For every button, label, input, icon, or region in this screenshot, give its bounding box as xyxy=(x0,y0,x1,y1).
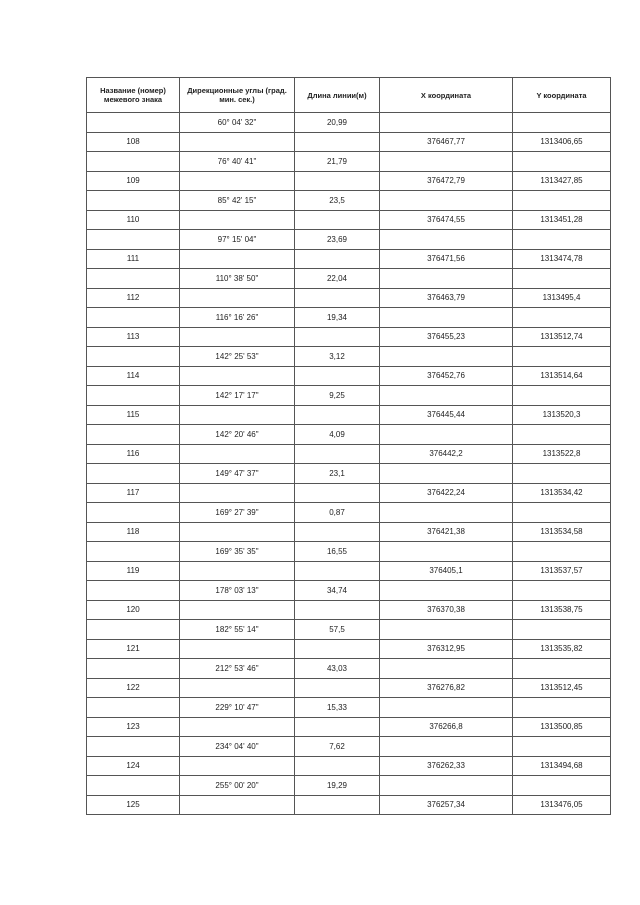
line-length-cell xyxy=(295,171,380,191)
x-coordinate-cell: 376421,38 xyxy=(380,522,513,542)
x-coordinate-cell: 376442,2 xyxy=(380,444,513,464)
y-coordinate-cell xyxy=(513,503,611,523)
table-row xyxy=(87,308,611,328)
x-coordinate-cell xyxy=(380,113,513,133)
direction-angle-cell: 178° 03' 13" xyxy=(180,581,295,601)
x-coordinate-cell xyxy=(380,698,513,718)
x-coordinate-cell: 376370,38 xyxy=(380,600,513,620)
table-header-row xyxy=(87,78,611,113)
marker-name-cell xyxy=(87,659,180,679)
x-coordinate-cell xyxy=(380,191,513,211)
line-length-cell xyxy=(295,444,380,464)
line-length-cell: 16,55 xyxy=(295,542,380,562)
direction-angle-cell: 169° 35' 35" xyxy=(180,542,295,562)
marker-name-cell xyxy=(87,581,180,601)
table-row xyxy=(87,620,611,640)
direction-angle-cell xyxy=(180,717,295,737)
y-coordinate-cell: 1313538,75 xyxy=(513,600,611,620)
y-coordinate-cell: 1313494,68 xyxy=(513,756,611,776)
table-row xyxy=(87,776,611,796)
x-coordinate-cell: 376474,55 xyxy=(380,210,513,230)
direction-angle-cell xyxy=(180,444,295,464)
line-length-cell: 0,87 xyxy=(295,503,380,523)
direction-angle-cell xyxy=(180,483,295,503)
direction-angle-cell: 182° 55' 14" xyxy=(180,620,295,640)
table-row xyxy=(87,639,611,659)
table-row xyxy=(87,113,611,133)
table-row xyxy=(87,464,611,484)
line-length-cell xyxy=(295,717,380,737)
direction-angle-cell: 229° 10' 47" xyxy=(180,698,295,718)
marker-name-cell: 110 xyxy=(87,210,180,230)
direction-angle-cell xyxy=(180,249,295,269)
line-length-cell: 57,5 xyxy=(295,620,380,640)
x-coordinate-cell xyxy=(380,581,513,601)
direction-angle-cell: 142° 20' 46" xyxy=(180,425,295,445)
marker-name-cell xyxy=(87,464,180,484)
y-coordinate-cell xyxy=(513,659,611,679)
line-length-cell: 7,62 xyxy=(295,737,380,757)
line-length-cell: 15,33 xyxy=(295,698,380,718)
line-length-cell: 23,69 xyxy=(295,230,380,250)
y-coordinate-cell xyxy=(513,191,611,211)
y-coordinate-cell: 1313427,85 xyxy=(513,171,611,191)
x-coordinate-cell: 376312,95 xyxy=(380,639,513,659)
direction-angle-cell xyxy=(180,405,295,425)
table-row xyxy=(87,269,611,289)
table-row xyxy=(87,152,611,172)
y-coordinate-cell xyxy=(513,308,611,328)
table-row xyxy=(87,522,611,542)
x-coordinate-cell: 376257,34 xyxy=(380,795,513,815)
x-coordinate-cell xyxy=(380,269,513,289)
direction-angle-cell xyxy=(180,795,295,815)
marker-name-cell: 118 xyxy=(87,522,180,542)
y-coordinate-cell xyxy=(513,542,611,562)
marker-name-cell xyxy=(87,425,180,445)
y-coordinate-cell: 1313537,57 xyxy=(513,561,611,581)
table-row xyxy=(87,483,611,503)
line-length-cell: 19,34 xyxy=(295,308,380,328)
y-coordinate-cell: 1313535,82 xyxy=(513,639,611,659)
x-coordinate-cell xyxy=(380,620,513,640)
direction-angle-cell xyxy=(180,366,295,386)
table-row xyxy=(87,756,611,776)
x-coordinate-cell xyxy=(380,503,513,523)
table-row xyxy=(87,366,611,386)
marker-name-cell xyxy=(87,308,180,328)
line-length-cell xyxy=(295,483,380,503)
line-length-cell: 4,09 xyxy=(295,425,380,445)
table-row xyxy=(87,327,611,347)
marker-name-cell xyxy=(87,386,180,406)
line-length-cell xyxy=(295,756,380,776)
y-coordinate-cell: 1313534,58 xyxy=(513,522,611,542)
y-coordinate-cell: 1313534,42 xyxy=(513,483,611,503)
line-length-cell: 23,5 xyxy=(295,191,380,211)
line-length-cell: 21,79 xyxy=(295,152,380,172)
table-row xyxy=(87,132,611,152)
y-coordinate-cell: 1313451,28 xyxy=(513,210,611,230)
marker-name-cell: 123 xyxy=(87,717,180,737)
direction-angle-cell xyxy=(180,210,295,230)
y-coordinate-cell xyxy=(513,425,611,445)
table-row xyxy=(87,405,611,425)
y-coordinate-cell xyxy=(513,737,611,757)
line-length-cell xyxy=(295,639,380,659)
x-coordinate-cell xyxy=(380,776,513,796)
x-coordinate-cell xyxy=(380,152,513,172)
x-coordinate-cell: 376452,76 xyxy=(380,366,513,386)
y-coordinate-cell: 1313512,74 xyxy=(513,327,611,347)
line-length-cell xyxy=(295,249,380,269)
line-length-cell xyxy=(295,795,380,815)
table-row xyxy=(87,386,611,406)
marker-name-cell xyxy=(87,113,180,133)
table-row xyxy=(87,581,611,601)
table-body xyxy=(87,113,611,815)
y-coordinate-cell: 1313474,78 xyxy=(513,249,611,269)
line-length-cell: 22,04 xyxy=(295,269,380,289)
marker-name-cell: 111 xyxy=(87,249,180,269)
x-coordinate-cell: 376463,79 xyxy=(380,288,513,308)
direction-angle-cell: 142° 25' 53" xyxy=(180,347,295,367)
table-row xyxy=(87,717,611,737)
y-coordinate-cell: 1313520,3 xyxy=(513,405,611,425)
table-row xyxy=(87,171,611,191)
direction-angle-cell xyxy=(180,171,295,191)
direction-angle-cell: 85° 42' 15" xyxy=(180,191,295,211)
marker-name-cell xyxy=(87,776,180,796)
y-coordinate-cell xyxy=(513,698,611,718)
marker-name-cell xyxy=(87,347,180,367)
direction-angle-cell xyxy=(180,756,295,776)
line-length-cell xyxy=(295,327,380,347)
marker-name-cell: 108 xyxy=(87,132,180,152)
marker-name-cell xyxy=(87,542,180,562)
table-row xyxy=(87,795,611,815)
table-row xyxy=(87,288,611,308)
y-coordinate-cell xyxy=(513,230,611,250)
marker-name-cell: 116 xyxy=(87,444,180,464)
marker-name-cell: 119 xyxy=(87,561,180,581)
direction-angle-cell xyxy=(180,600,295,620)
x-coordinate-cell: 376422,24 xyxy=(380,483,513,503)
table-row xyxy=(87,503,611,523)
line-length-cell: 19,29 xyxy=(295,776,380,796)
direction-angle-cell xyxy=(180,327,295,347)
marker-name-cell: 120 xyxy=(87,600,180,620)
y-coordinate-cell xyxy=(513,152,611,172)
marker-name-cell: 125 xyxy=(87,795,180,815)
marker-name-cell: 121 xyxy=(87,639,180,659)
x-coordinate-cell xyxy=(380,464,513,484)
direction-angle-cell: 149° 47' 37" xyxy=(180,464,295,484)
table-row xyxy=(87,542,611,562)
direction-angle-cell xyxy=(180,678,295,698)
x-coordinate-cell: 376405,1 xyxy=(380,561,513,581)
y-coordinate-cell: 1313406,65 xyxy=(513,132,611,152)
y-coordinate-cell xyxy=(513,581,611,601)
direction-angle-cell: 169° 27' 39" xyxy=(180,503,295,523)
x-coordinate-cell: 376471,56 xyxy=(380,249,513,269)
direction-angle-cell: 97° 15' 04" xyxy=(180,230,295,250)
y-coordinate-cell: 1313522,8 xyxy=(513,444,611,464)
header-direction-angle: Дирекционные углы (град. мин. сек.) xyxy=(180,78,295,113)
table-row xyxy=(87,191,611,211)
line-length-cell xyxy=(295,522,380,542)
direction-angle-cell: 142° 17' 17" xyxy=(180,386,295,406)
marker-name-cell xyxy=(87,737,180,757)
y-coordinate-cell xyxy=(513,347,611,367)
boundary-coordinates-table xyxy=(86,77,611,815)
line-length-cell xyxy=(295,132,380,152)
direction-angle-cell xyxy=(180,288,295,308)
y-coordinate-cell xyxy=(513,464,611,484)
direction-angle-cell: 110° 38' 50" xyxy=(180,269,295,289)
x-coordinate-cell: 376276,82 xyxy=(380,678,513,698)
table-row xyxy=(87,425,611,445)
line-length-cell: 23,1 xyxy=(295,464,380,484)
y-coordinate-cell xyxy=(513,776,611,796)
line-length-cell: 3,12 xyxy=(295,347,380,367)
y-coordinate-cell: 1313514,64 xyxy=(513,366,611,386)
header-y-coordinate: Y координата xyxy=(513,78,611,113)
x-coordinate-cell: 376262,33 xyxy=(380,756,513,776)
table-row xyxy=(87,737,611,757)
table-row xyxy=(87,210,611,230)
table-row xyxy=(87,347,611,367)
y-coordinate-cell xyxy=(513,269,611,289)
x-coordinate-cell: 376266,8 xyxy=(380,717,513,737)
marker-name-cell: 122 xyxy=(87,678,180,698)
direction-angle-cell: 234° 04' 40" xyxy=(180,737,295,757)
x-coordinate-cell xyxy=(380,308,513,328)
x-coordinate-cell xyxy=(380,737,513,757)
header-marker-name: Название (номер) межевого знака xyxy=(87,78,180,113)
marker-name-cell xyxy=(87,620,180,640)
line-length-cell: 20,99 xyxy=(295,113,380,133)
x-coordinate-cell xyxy=(380,386,513,406)
marker-name-cell xyxy=(87,503,180,523)
table-row xyxy=(87,444,611,464)
direction-angle-cell: 116° 16' 26" xyxy=(180,308,295,328)
marker-name-cell: 112 xyxy=(87,288,180,308)
line-length-cell xyxy=(295,366,380,386)
table-row xyxy=(87,698,611,718)
line-length-cell: 43,03 xyxy=(295,659,380,679)
y-coordinate-cell xyxy=(513,620,611,640)
line-length-cell xyxy=(295,600,380,620)
marker-name-cell xyxy=(87,152,180,172)
x-coordinate-cell: 376455,23 xyxy=(380,327,513,347)
table-row xyxy=(87,561,611,581)
x-coordinate-cell xyxy=(380,230,513,250)
marker-name-cell: 117 xyxy=(87,483,180,503)
line-length-cell xyxy=(295,678,380,698)
line-length-cell: 9,25 xyxy=(295,386,380,406)
direction-angle-cell xyxy=(180,132,295,152)
direction-angle-cell xyxy=(180,639,295,659)
table-row xyxy=(87,230,611,250)
x-coordinate-cell xyxy=(380,659,513,679)
x-coordinate-cell: 376467,77 xyxy=(380,132,513,152)
line-length-cell: 34,74 xyxy=(295,581,380,601)
line-length-cell xyxy=(295,561,380,581)
y-coordinate-cell: 1313495,4 xyxy=(513,288,611,308)
line-length-cell xyxy=(295,210,380,230)
line-length-cell xyxy=(295,288,380,308)
x-coordinate-cell xyxy=(380,425,513,445)
direction-angle-cell: 255° 00' 20" xyxy=(180,776,295,796)
x-coordinate-cell: 376445,44 xyxy=(380,405,513,425)
y-coordinate-cell: 1313512,45 xyxy=(513,678,611,698)
table-row xyxy=(87,249,611,269)
direction-angle-cell: 212° 53' 46" xyxy=(180,659,295,679)
y-coordinate-cell xyxy=(513,386,611,406)
marker-name-cell: 113 xyxy=(87,327,180,347)
marker-name-cell xyxy=(87,269,180,289)
direction-angle-cell: 60° 04' 32" xyxy=(180,113,295,133)
direction-angle-cell: 76° 40' 41" xyxy=(180,152,295,172)
marker-name-cell xyxy=(87,230,180,250)
y-coordinate-cell: 1313500,85 xyxy=(513,717,611,737)
marker-name-cell: 114 xyxy=(87,366,180,386)
x-coordinate-cell xyxy=(380,542,513,562)
marker-name-cell: 109 xyxy=(87,171,180,191)
marker-name-cell: 124 xyxy=(87,756,180,776)
table-row xyxy=(87,678,611,698)
x-coordinate-cell: 376472,79 xyxy=(380,171,513,191)
header-x-coordinate: X координата xyxy=(380,78,513,113)
y-coordinate-cell: 1313476,05 xyxy=(513,795,611,815)
marker-name-cell xyxy=(87,191,180,211)
marker-name-cell: 115 xyxy=(87,405,180,425)
y-coordinate-cell xyxy=(513,113,611,133)
table-row xyxy=(87,659,611,679)
header-line-length: Длина линии(м) xyxy=(295,78,380,113)
line-length-cell xyxy=(295,405,380,425)
x-coordinate-cell xyxy=(380,347,513,367)
marker-name-cell xyxy=(87,698,180,718)
direction-angle-cell xyxy=(180,561,295,581)
table-row xyxy=(87,600,611,620)
direction-angle-cell xyxy=(180,522,295,542)
